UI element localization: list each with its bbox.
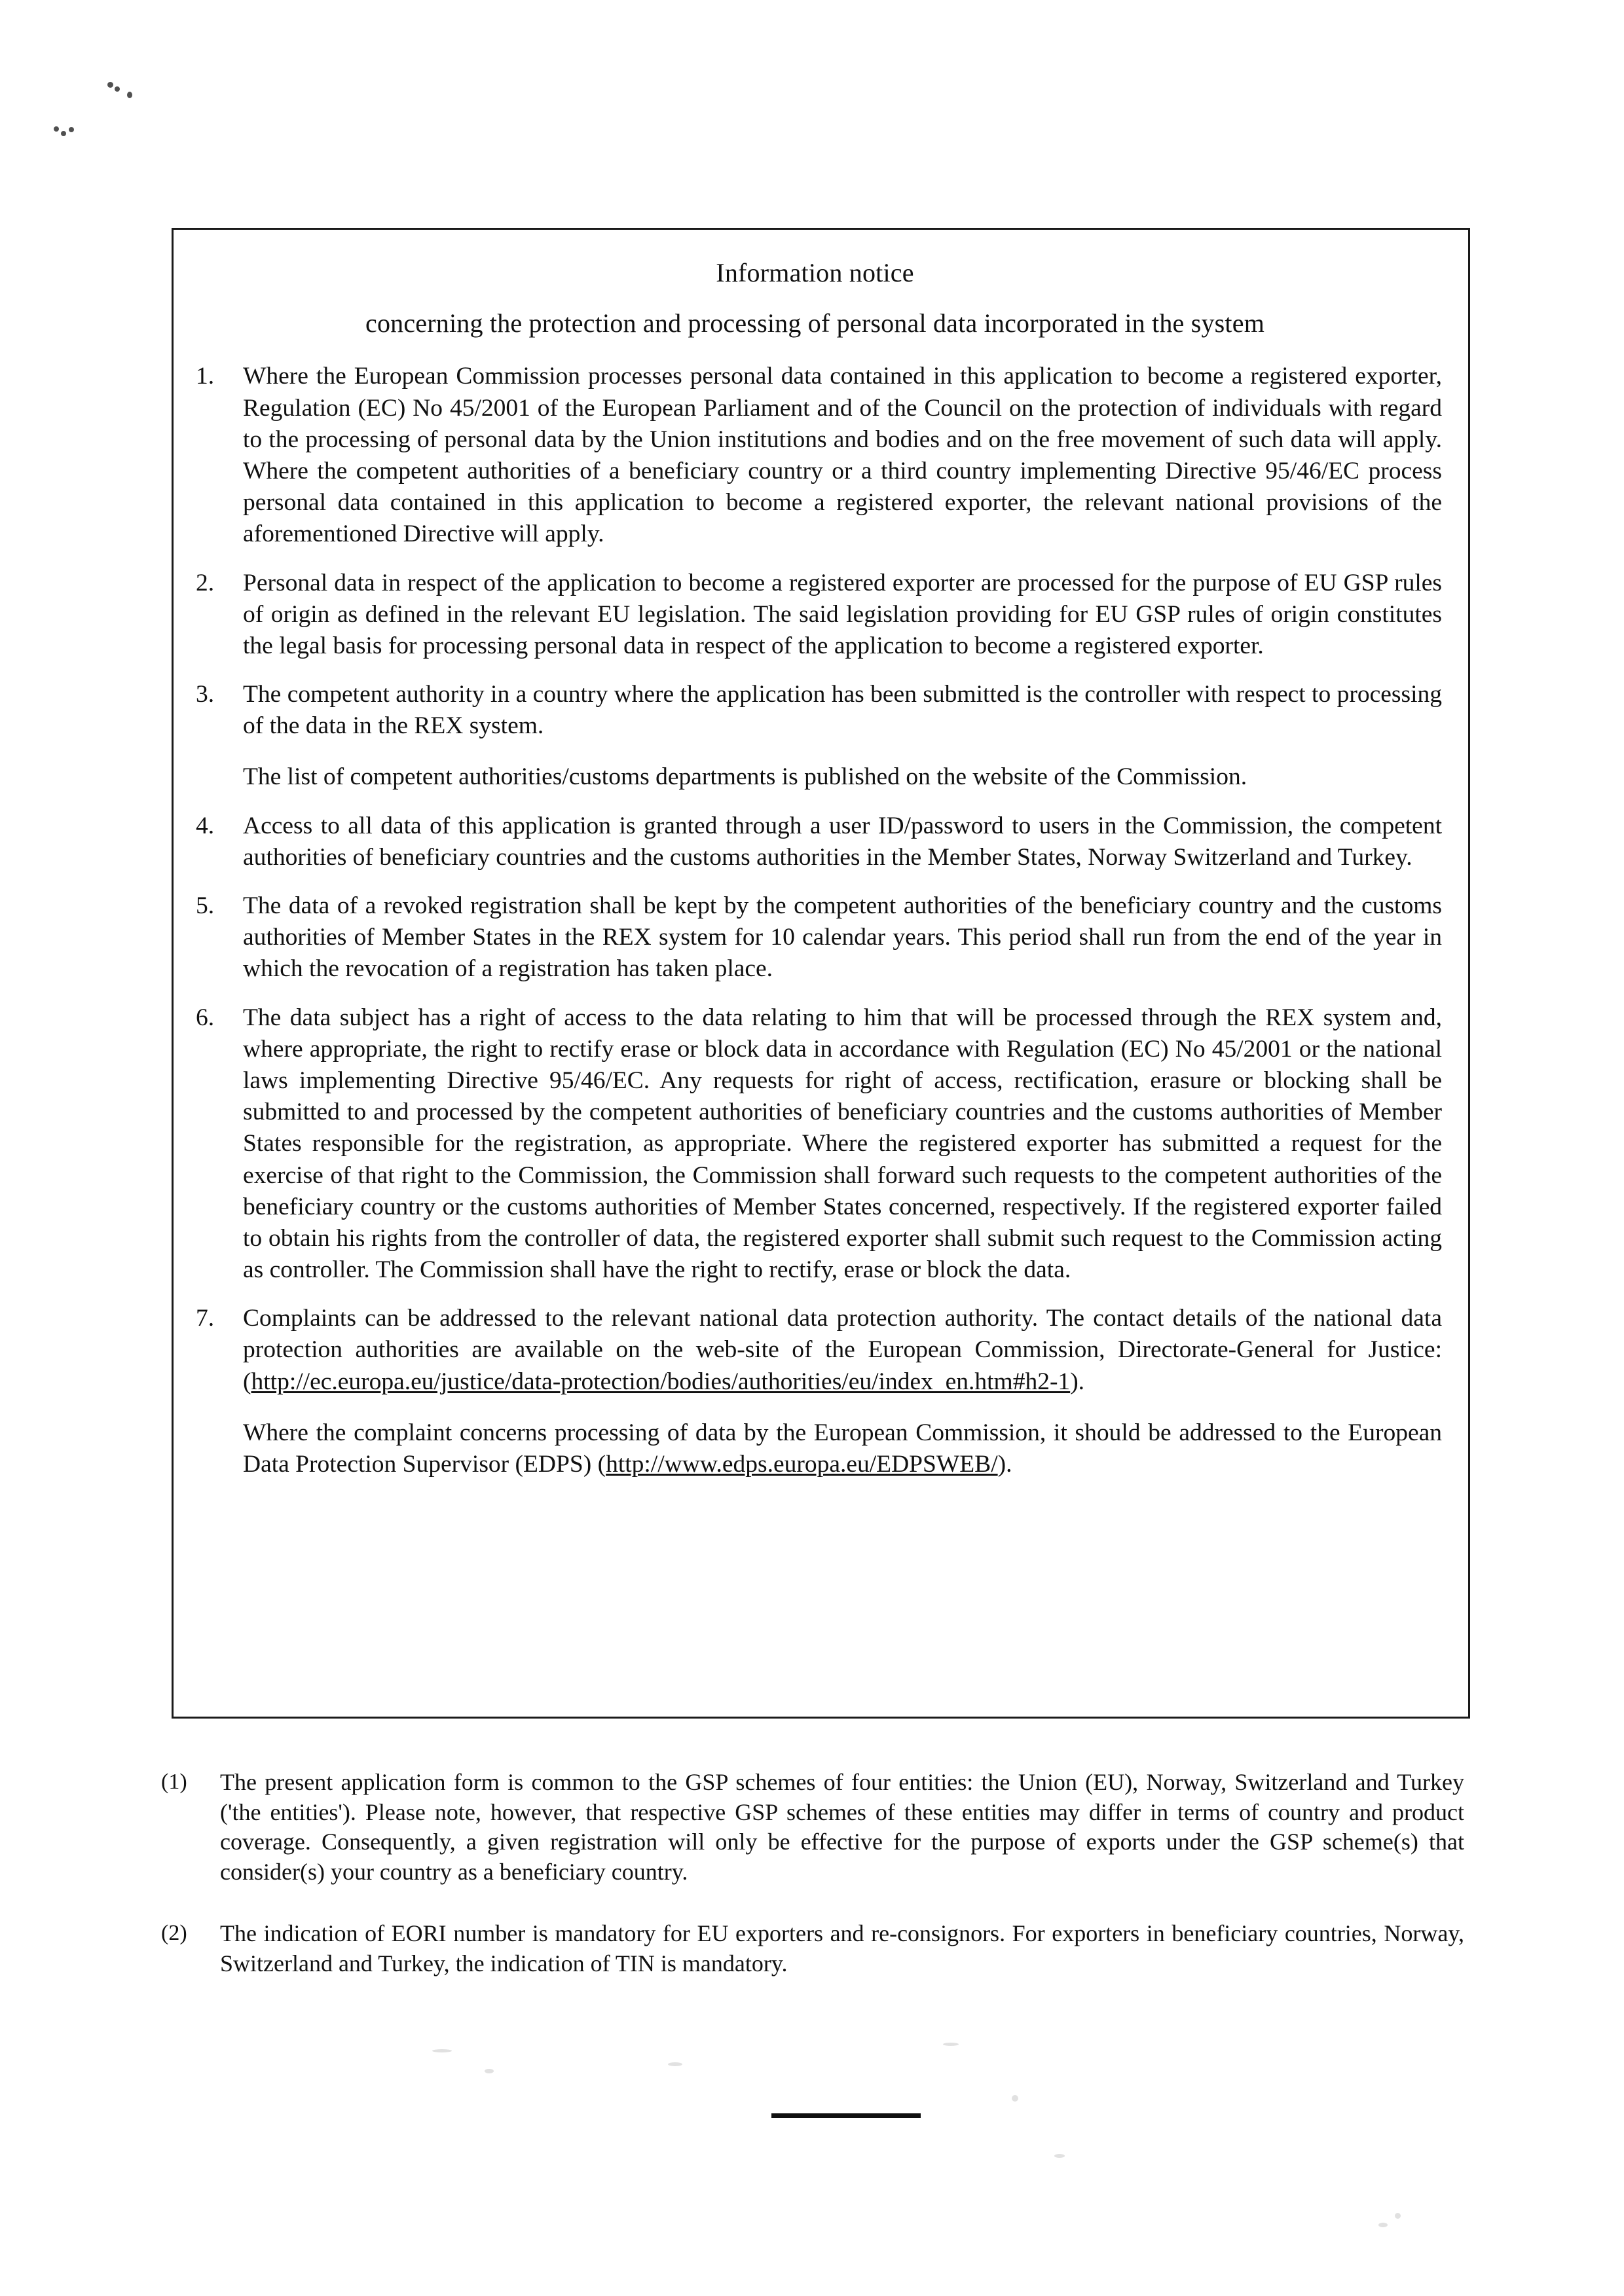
scan-speckle	[107, 82, 113, 88]
scan-speckle	[1054, 2154, 1065, 2158]
clause-text-close: ).	[1070, 1368, 1085, 1395]
clause-number: 3.	[196, 681, 215, 708]
clause-number: 7.	[196, 1305, 215, 1332]
clause-number: 1.	[196, 363, 215, 390]
clause-text: The competent authority in a country where the application has been submitted is the controller with respect to processing of the data in the REX system.	[243, 681, 1442, 740]
footnote-marker: (2)	[161, 1920, 187, 1945]
clause-list	[188, 361, 1442, 1480]
scan-speckle	[61, 131, 66, 136]
scan-speckle	[668, 2062, 682, 2066]
clause-item	[188, 1002, 1442, 1286]
clause-number: 2.	[196, 569, 215, 596]
clause-text-secondary: The list of competent authorities/customs departments is published on the website of the Commission.	[243, 763, 1247, 791]
edps-website-link[interactable]: http://www.edps.europa.eu/EDPSWEB/	[606, 1451, 998, 1478]
scan-speckle	[1012, 2095, 1018, 2102]
scan-speckle	[127, 92, 132, 98]
scan-speckle	[54, 126, 59, 132]
justice-data-protection-link[interactable]: http://ec.europa.eu/justice/data-protection/bodies/authorities/eu/index_en.htm#h2-1	[251, 1368, 1071, 1395]
clause-number: 6.	[196, 1004, 215, 1031]
clause-text-lead-2: Where the complaint concerns processing of data by the European Commission, it should be addressed to the European Data Protection Supervisor (EDPS) (	[243, 1419, 1442, 1478]
clause-text-secondary	[243, 1417, 1442, 1480]
scan-speckle	[1378, 2223, 1388, 2227]
footnote-item	[161, 1768, 1464, 1887]
clause-item	[188, 361, 1442, 550]
clause-text-lead: Complaints can be addressed to the relevant national data protection authority. The contact details of the national data protection authorities are available on the web-site of the European Commission, Directorate-General for Justice:(	[243, 1305, 1442, 1395]
clause-item	[188, 679, 1442, 793]
clause-text: The data of a revoked registration shall be kept by the competent authorities of the beneficiary country and the customs authorities of Member States in the REX system for 10 calendar years. This period shall run from the end of the year in which the revocation of a registration has taken place.	[243, 892, 1442, 983]
information-notice-box	[172, 228, 1470, 1719]
scan-speckle	[432, 2049, 452, 2052]
clause-text: Personal data in respect of the application to become a registered exporter are processed for the purpose of EU GSP rules of origin as defined in the relevant EU legislation. The said legislation providing for EU GSP rules of origin constitutes the legal basis for processing personal data in respect of the application to become a registered exporter.	[243, 569, 1442, 659]
clause-text: Access to all data of this application is granted through a user ID/password to users in the Commission, the competent authorities of beneficiary countries and the customs authorities in the Member States, Norway Switzerland and Turkey.	[243, 812, 1442, 871]
page-title: Information notice	[716, 258, 914, 287]
bottom-divider-rule	[771, 2113, 921, 2118]
clause-item	[188, 890, 1442, 985]
clause-text	[243, 1303, 1442, 1398]
footnote-list	[161, 1768, 1464, 2010]
footnote-marker: (1)	[161, 1770, 187, 1794]
clause-number: 4.	[196, 812, 215, 839]
clause-text: The data subject has a right of access to the data relating to him that will be processed through the REX system and, where appropriate, the right to rectify erase or block data in accordance with Regulation (EC) No 45/2001 or the national laws implementing Directive 95/46/EC. Any requests for right of access, rectification, erasure or blocking shall be submitted to and processed by the competent authorities of beneficiary countries and the customs authorities of Member States responsible for the registration, as appropriate. Where the registered exporter has submitted a request for the exercise of that right to the Commission, the Commission shall forward such requests to the competent authorities of the beneficiary country or the customs authorities of Member States concerned, respectively. If the registered exporter failed to obtain his rights from the controller of data, the registered exporter shall submit such request to the Commission acting as controller. The Commission shall have the right to rectify, erase or block the data.	[243, 1004, 1442, 1284]
clause-text: Where the European Commission processes personal data contained in this application to become a registered exporter, Regulation (EC) No 45/2001 of the European Parliament and of the Council on the protection of individuals with regard to the processing of personal data by the Union institutions and bodies and on the free movement of such data will apply. Where the competent authorities of a beneficiary country or a third country implementing Directive 95/46/EC process personal data contained in this application to become a registered exporter, the relevant national provisions of the aforementioned Directive will apply.	[243, 363, 1442, 548]
page-subtitle: concerning the protection and processing of personal data incorporated in the system	[365, 308, 1265, 338]
footnote-item	[161, 1919, 1464, 1978]
footnote-text: The indication of EORI number is mandatory for EU exporters and re-consignors. For exporters in beneficiary countries, Norway, Switzerland and Turkey, the indication of TIN is mandatory.	[220, 1920, 1464, 1977]
scan-speckle	[485, 2069, 494, 2073]
clause-item	[188, 811, 1442, 873]
clause-text-close-2: ).	[997, 1451, 1012, 1478]
scan-speckle	[1395, 2213, 1401, 2219]
footnote-text: The present application form is common to the GSP schemes of four entities: the Union (EU), Norway, Switzerland and Turkey ('the entities'). Please note, however, that respective GSP schemes of these entities may differ in terms of country and product coverage. Consequently, a given registration will only be effective for the purpose of exports under the GSP scheme(s) that consider(s) your country as a beneficiary country.	[220, 1769, 1464, 1886]
scan-speckle	[115, 86, 120, 92]
scan-speckle	[69, 127, 74, 132]
clause-item	[188, 1303, 1442, 1480]
scan-speckle	[943, 2043, 959, 2046]
clause-number: 5.	[196, 892, 215, 919]
clause-item	[188, 568, 1442, 663]
